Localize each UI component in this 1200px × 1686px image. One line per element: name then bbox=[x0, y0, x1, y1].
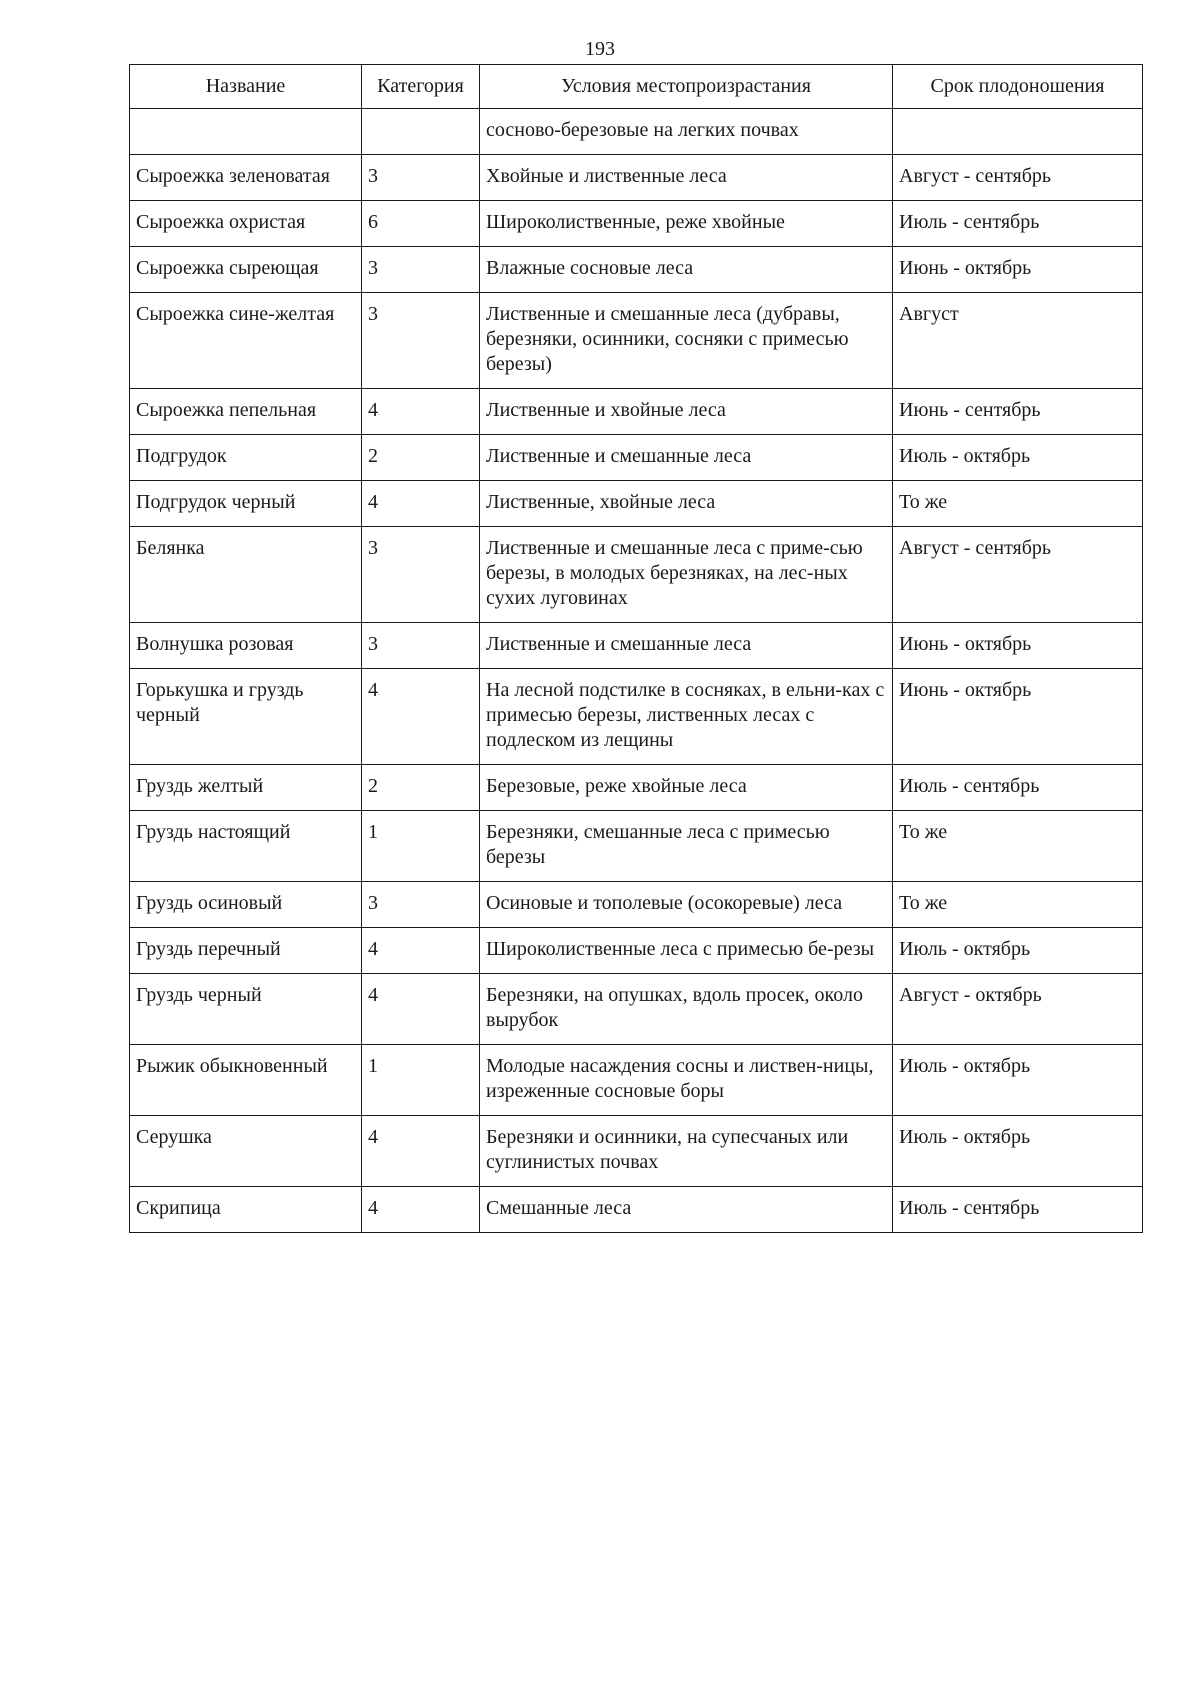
cell-season: Август - сентябрь bbox=[893, 155, 1143, 201]
table-row bbox=[130, 974, 1143, 1045]
header-category: Категория bbox=[362, 65, 480, 109]
table-row bbox=[130, 1045, 1143, 1116]
page-number: 193 bbox=[585, 38, 615, 60]
cell-season: Июль - сентябрь bbox=[893, 765, 1143, 811]
table-row bbox=[130, 1116, 1143, 1187]
cell-season: Август - октябрь bbox=[893, 974, 1143, 1045]
cell-season: То же bbox=[893, 882, 1143, 928]
cell-conditions: Смешанные леса bbox=[480, 1187, 893, 1233]
cell-name bbox=[130, 109, 362, 155]
cell-season: Июнь - октябрь bbox=[893, 247, 1143, 293]
cell-conditions: Лиственные и хвойные леса bbox=[480, 389, 893, 435]
cell-conditions: Березняки, на опушках, вдоль просек, около вырубок bbox=[480, 974, 893, 1045]
cell-name: Горькушка и груздь черный bbox=[130, 669, 362, 765]
cell-name: Рыжик обыкновенный bbox=[130, 1045, 362, 1116]
table-row bbox=[130, 293, 1143, 389]
table-header-row bbox=[130, 65, 1143, 109]
cell-name: Подгрудок bbox=[130, 435, 362, 481]
table-row bbox=[130, 109, 1143, 155]
cell-name: Груздь настоящий bbox=[130, 811, 362, 882]
table-row bbox=[130, 928, 1143, 974]
cell-season: Июль - сентябрь bbox=[893, 1187, 1143, 1233]
cell-name: Груздь черный bbox=[130, 974, 362, 1045]
cell-name: Подгрудок черный bbox=[130, 481, 362, 527]
cell-category: 1 bbox=[362, 811, 480, 882]
table-row bbox=[130, 623, 1143, 669]
cell-category: 4 bbox=[362, 481, 480, 527]
cell-name: Сыроежка пепельная bbox=[130, 389, 362, 435]
table-body bbox=[130, 109, 1143, 1233]
cell-conditions: сосново-березовые на легких почвах bbox=[480, 109, 893, 155]
cell-conditions: Влажные сосновые леса bbox=[480, 247, 893, 293]
cell-season: Июль - октябрь bbox=[893, 1116, 1143, 1187]
cell-category: 3 bbox=[362, 527, 480, 623]
cell-category: 3 bbox=[362, 882, 480, 928]
cell-season: Июль - октябрь bbox=[893, 928, 1143, 974]
cell-name: Груздь перечный bbox=[130, 928, 362, 974]
cell-category: 3 bbox=[362, 155, 480, 201]
cell-category: 4 bbox=[362, 1187, 480, 1233]
cell-name: Белянка bbox=[130, 527, 362, 623]
table-row bbox=[130, 389, 1143, 435]
cell-category: 3 bbox=[362, 293, 480, 389]
cell-category: 1 bbox=[362, 1045, 480, 1116]
cell-conditions: Хвойные и лиственные леса bbox=[480, 155, 893, 201]
cell-conditions: Лиственные, хвойные леса bbox=[480, 481, 893, 527]
cell-conditions: Лиственные и смешанные леса (дубравы, березняки, осинники, сосняки с примесью березы) bbox=[480, 293, 893, 389]
cell-name: Груздь осиновый bbox=[130, 882, 362, 928]
table-row bbox=[130, 811, 1143, 882]
table-row bbox=[130, 765, 1143, 811]
cell-name: Скрипица bbox=[130, 1187, 362, 1233]
cell-conditions: Лиственные и смешанные леса с приме-сью березы, в молодых березняках, на лес-ных сухих луговинах bbox=[480, 527, 893, 623]
cell-conditions: Березняки и осинники, на супесчаных или суглинистых почвах bbox=[480, 1116, 893, 1187]
cell-category: 4 bbox=[362, 974, 480, 1045]
table-row bbox=[130, 155, 1143, 201]
cell-conditions: Лиственные и смешанные леса bbox=[480, 435, 893, 481]
table-row bbox=[130, 201, 1143, 247]
header-season: Срок плодоношения bbox=[893, 65, 1143, 109]
cell-season: Июнь - октябрь bbox=[893, 623, 1143, 669]
cell-season: Август bbox=[893, 293, 1143, 389]
cell-season: Июль - сентябрь bbox=[893, 201, 1143, 247]
cell-conditions: Широколиственные леса с примесью бе-резы bbox=[480, 928, 893, 974]
cell-name: Серушка bbox=[130, 1116, 362, 1187]
cell-conditions: Осиновые и тополевые (осокоревые) леса bbox=[480, 882, 893, 928]
table-row bbox=[130, 669, 1143, 765]
cell-category: 2 bbox=[362, 435, 480, 481]
table-row bbox=[130, 247, 1143, 293]
cell-conditions: На лесной подстилке в сосняках, в ельни-ках с примесью березы, лиственных лесах с подлеском из лещины bbox=[480, 669, 893, 765]
cell-name: Сыроежка сыреющая bbox=[130, 247, 362, 293]
cell-season: Июнь - октябрь bbox=[893, 669, 1143, 765]
header-conditions: Условия местопроизрастания bbox=[480, 65, 893, 109]
cell-conditions: Березняки, смешанные леса с примесью березы bbox=[480, 811, 893, 882]
cell-season: Июль - октябрь bbox=[893, 435, 1143, 481]
cell-category: 6 bbox=[362, 201, 480, 247]
cell-category bbox=[362, 109, 480, 155]
cell-name: Сыроежка зеленоватая bbox=[130, 155, 362, 201]
cell-conditions: Березовые, реже хвойные леса bbox=[480, 765, 893, 811]
cell-category: 4 bbox=[362, 389, 480, 435]
cell-season bbox=[893, 109, 1143, 155]
table-row bbox=[130, 435, 1143, 481]
cell-name: Сыроежка охристая bbox=[130, 201, 362, 247]
cell-category: 3 bbox=[362, 247, 480, 293]
cell-conditions: Лиственные и смешанные леса bbox=[480, 623, 893, 669]
cell-season: То же bbox=[893, 811, 1143, 882]
cell-conditions: Молодые насаждения сосны и листвен-ницы, изреженные сосновые боры bbox=[480, 1045, 893, 1116]
cell-category: 3 bbox=[362, 623, 480, 669]
cell-category: 4 bbox=[362, 928, 480, 974]
cell-season: То же bbox=[893, 481, 1143, 527]
mushroom-table bbox=[129, 64, 1143, 1233]
cell-name: Сыроежка сине-желтая bbox=[130, 293, 362, 389]
header-name: Название bbox=[130, 65, 362, 109]
cell-category: 4 bbox=[362, 669, 480, 765]
cell-conditions: Широколиственные, реже хвойные bbox=[480, 201, 893, 247]
cell-season: Июль - октябрь bbox=[893, 1045, 1143, 1116]
cell-season: Июнь - сентябрь bbox=[893, 389, 1143, 435]
cell-name: Волнушка розовая bbox=[130, 623, 362, 669]
cell-category: 2 bbox=[362, 765, 480, 811]
table-row bbox=[130, 882, 1143, 928]
table-row bbox=[130, 1187, 1143, 1233]
cell-category: 4 bbox=[362, 1116, 480, 1187]
cell-name: Груздь желтый bbox=[130, 765, 362, 811]
table-row bbox=[130, 481, 1143, 527]
table-row bbox=[130, 527, 1143, 623]
cell-season: Август - сентябрь bbox=[893, 527, 1143, 623]
